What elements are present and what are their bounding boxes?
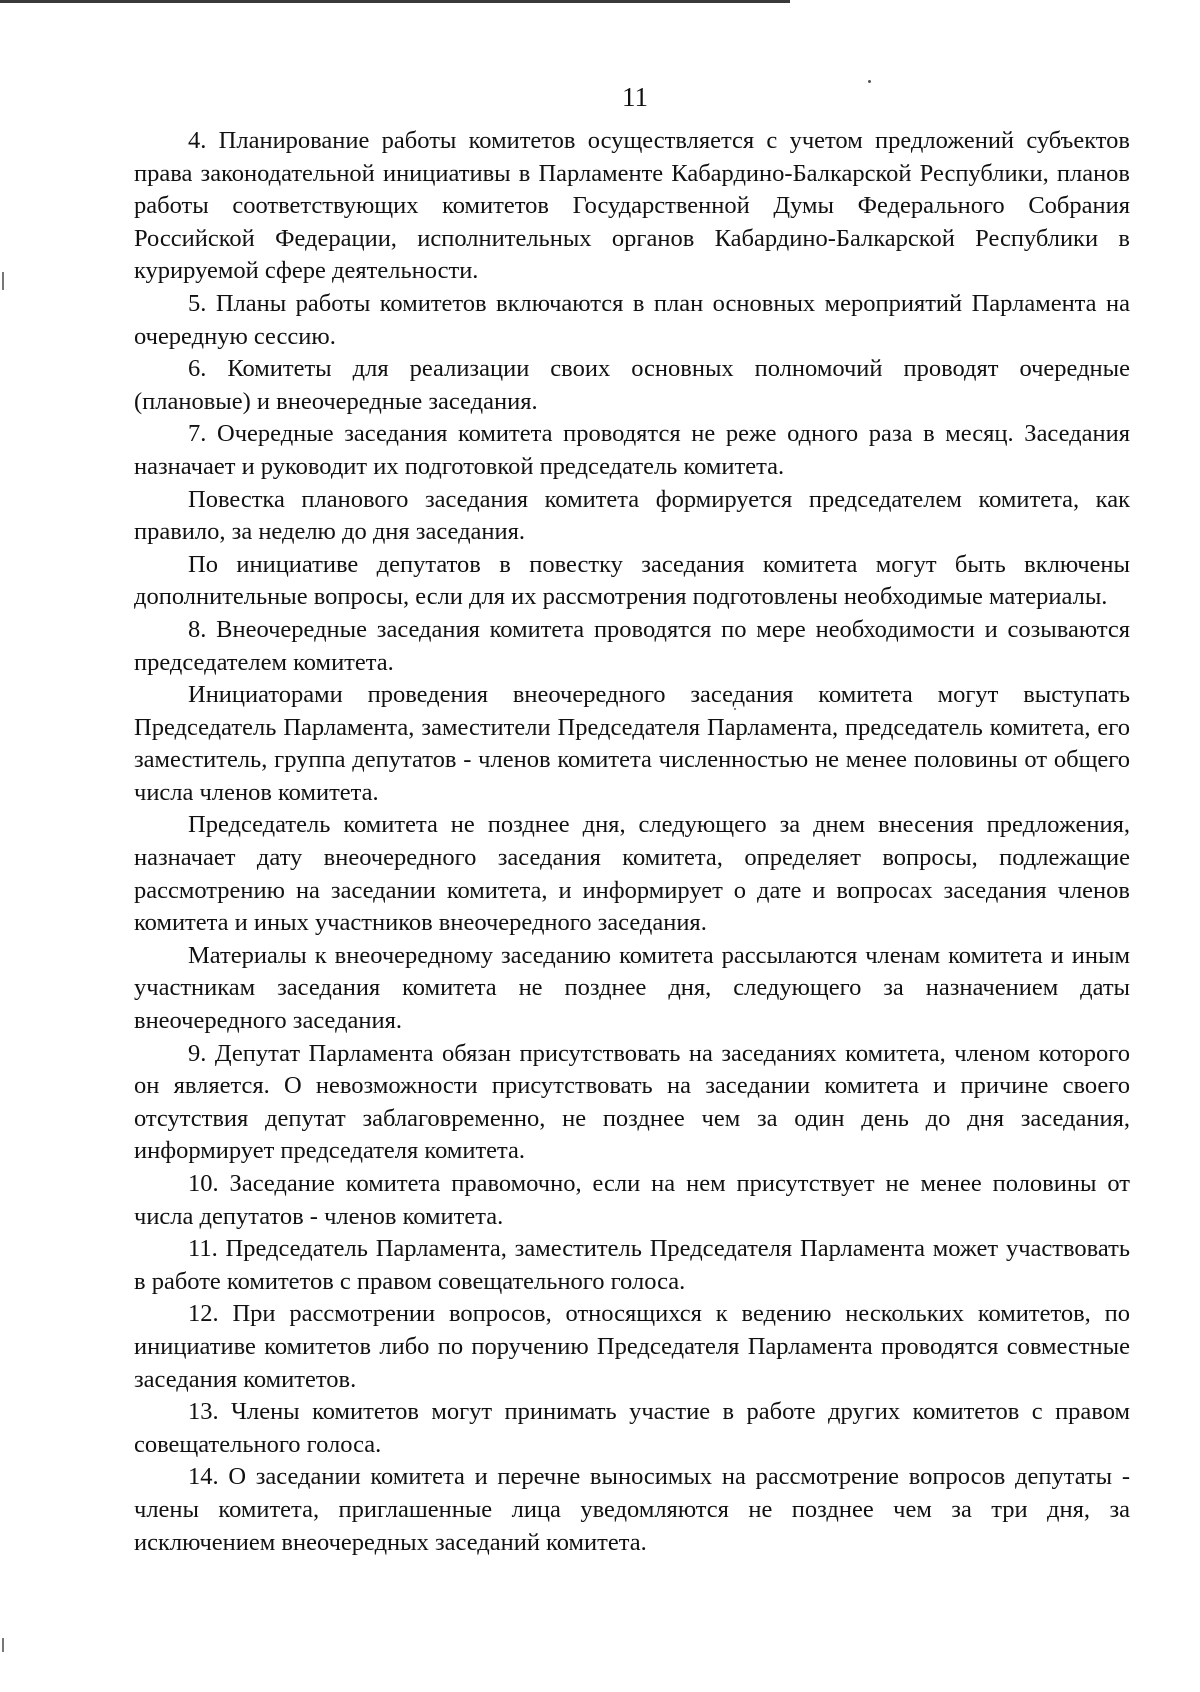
paragraph-item-14-notification: 14. О заседании комитета и перечне выносимых на рассмотрение вопросов депутаты - члены комитета, приглашенные лица уведомляются не позднее чем за три дня, за исключением внеочередных заседаний комитета. — [134, 1463, 1130, 1556]
scan-top-rule — [0, 0, 790, 3]
paragraph-extraordinary-materials: Материалы к внеочередному заседанию комитета рассылаются членам комитета и иным участникам заседания комитета не позднее дня, следующего за назначением даты внеочередного заседания. — [134, 941, 1130, 1035]
paragraph-agenda-additions: По инициативе депутатов в повестку заседания комитета могут быть включены дополнительные вопросы, если для их рассмотрения подготовлены необходимые материалы. — [134, 550, 1130, 611]
paragraph-extraordinary-scheduling: Председатель комитета не позднее дня, следующего за днем внесения предложения, назначает дату внеочередного заседания комитета, определяет вопросы, подлежащие рассмотрению на заседании комитета, и информирует о дате и вопросах заседания членов комитета и иных участников внеочередного заседания. — [134, 811, 1130, 937]
paragraph-item-5-work-plans: 5. Планы работы комитетов включаются в план основных мероприятий Парламента на очередную сессию. — [134, 289, 1130, 350]
paragraph-item-6-meeting-types: 6. Комитеты для реализации своих основных полномочий проводят очередные (плановые) и внеочередные заседания. — [134, 355, 1130, 415]
scan-margin-mark — [2, 1638, 4, 1652]
paragraph-item-9-attendance: 9. Депутат Парламента обязан присутствовать на заседаниях комитета, членом которого он является. О невозможности присутствовать на заседании комитета и причине своего отсутствия депутат заблаговременно, не позднее чем за один день до дня заседания, информирует председателя комитета. — [134, 1039, 1130, 1165]
paragraph-item-12-joint-meetings: 12. При рассмотрении вопросов, относящихся к ведению нескольких комитетов, по инициативе комитетов либо по поручению Председателя Парламента проводятся совместные заседания комитетов. — [134, 1300, 1130, 1393]
paragraph-item-11-chairman-participation: 11. Председатель Парламента, заместитель Председателя Парламента может участвовать в работе комитетов с правом совещательного голоса. — [134, 1235, 1130, 1295]
document-body — [134, 125, 1130, 1559]
paragraph-item-4-planning: 4. Планирование работы комитетов осуществляется с учетом предложений субъектов права законодательной инициативы в Парламенте Кабардино-Балкарской Республики, планов работы соответствующих комитетов Государственной Думы Федерального Собрания Российской Федерации, исполнительных органов Кабардино-Балкарской Республики в курируемой сфере деятельности. — [134, 127, 1130, 285]
scan-margin-mark — [2, 272, 4, 290]
paragraph-item-7-regular-meetings: 7. Очередные заседания комитета проводятся не реже одного раза в месяц. Заседания назначает и руководит их подготовкой председатель комитета. — [134, 420, 1130, 480]
paragraph-item-8-extraordinary-meetings: 8. Внеочередные заседания комитета проводятся по мере необходимости и созываются председателем комитета. — [134, 615, 1130, 676]
page-number: 11 — [622, 82, 648, 112]
paragraph-extraordinary-initiators: Инициаторами проведения внеочередного заседания комитета могут выступать Председатель Парламента, заместители Председателя Парламента, председатель комитета, его заместитель, группа депутатов - членов комитета численностью не менее половины от общего числа членов комитета. — [134, 681, 1130, 806]
paragraph-item-10-quorum: 10. Заседание комитета правомочно, если на нем присутствует не менее половины от числа депутатов - членов комитета. — [134, 1170, 1130, 1230]
paragraph-agenda-formation: Повестка планового заседания комитета формируется председателем комитета, как правило, за неделю до дня заседания. — [134, 485, 1130, 546]
paragraph-item-13-member-participation: 13. Члены комитетов могут принимать участие в работе других комитетов с правом совещательного голоса. — [134, 1398, 1130, 1458]
